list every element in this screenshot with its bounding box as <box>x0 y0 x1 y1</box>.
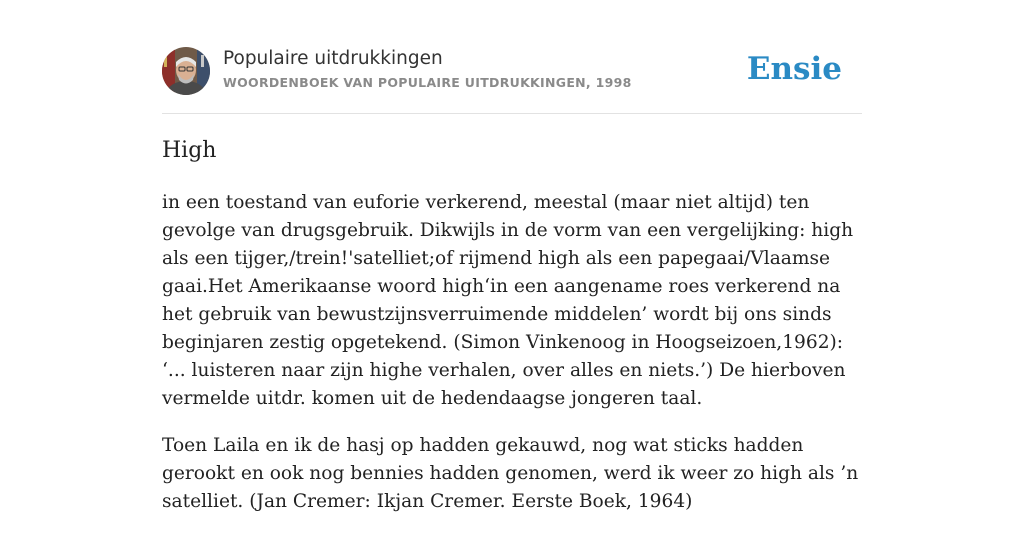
header-divider <box>162 113 862 114</box>
example-quote: Toen Laila en ik de hasj op hadden gekauwd, nog wat sticks hadden gerookt en ook nog bennies hadden genomen, werd ik weer zo high als ’n satelliet. (Jan Cremer: Ikjan Cremer. Eerste Boek, 1964) <box>162 435 859 512</box>
ensie-logo[interactable]: Ensie <box>746 51 842 87</box>
entry-content <box>162 189 866 535</box>
entry-title: High <box>162 138 217 163</box>
definition-text: in een toestand van euforie verkerend, meestal (maar niet altijd) ten gevolge van drugsgebruik. Dikwijls in de vorm van een vergelijking: high als een tijger,/trein!'satelliet;of rijmend high als een papegaai/Vlaamse gaai.Het Amerikaanse woord high‘in een aangename roes verkerend na het gebruik van bewustzijnsverruimende middelen’ wordt bij ons sinds beginjaren zestig opgetekend. (Simon Vinkenoog in Hoogseizoen,1962): ‘... luisteren naar zijn highe verhalen, over alles en niets.’) De hierboven vermelde uitdr. komen uit de hedendaagse jongeren taal. <box>162 192 854 409</box>
author-avatar[interactable] <box>162 47 210 95</box>
source-title[interactable]: Populaire uitdrukkingen <box>223 48 443 69</box>
source-header <box>162 46 862 96</box>
source-subtitle: WOORDENBOEK VAN POPULAIRE UITDRUKKINGEN, 1998 <box>223 75 632 90</box>
